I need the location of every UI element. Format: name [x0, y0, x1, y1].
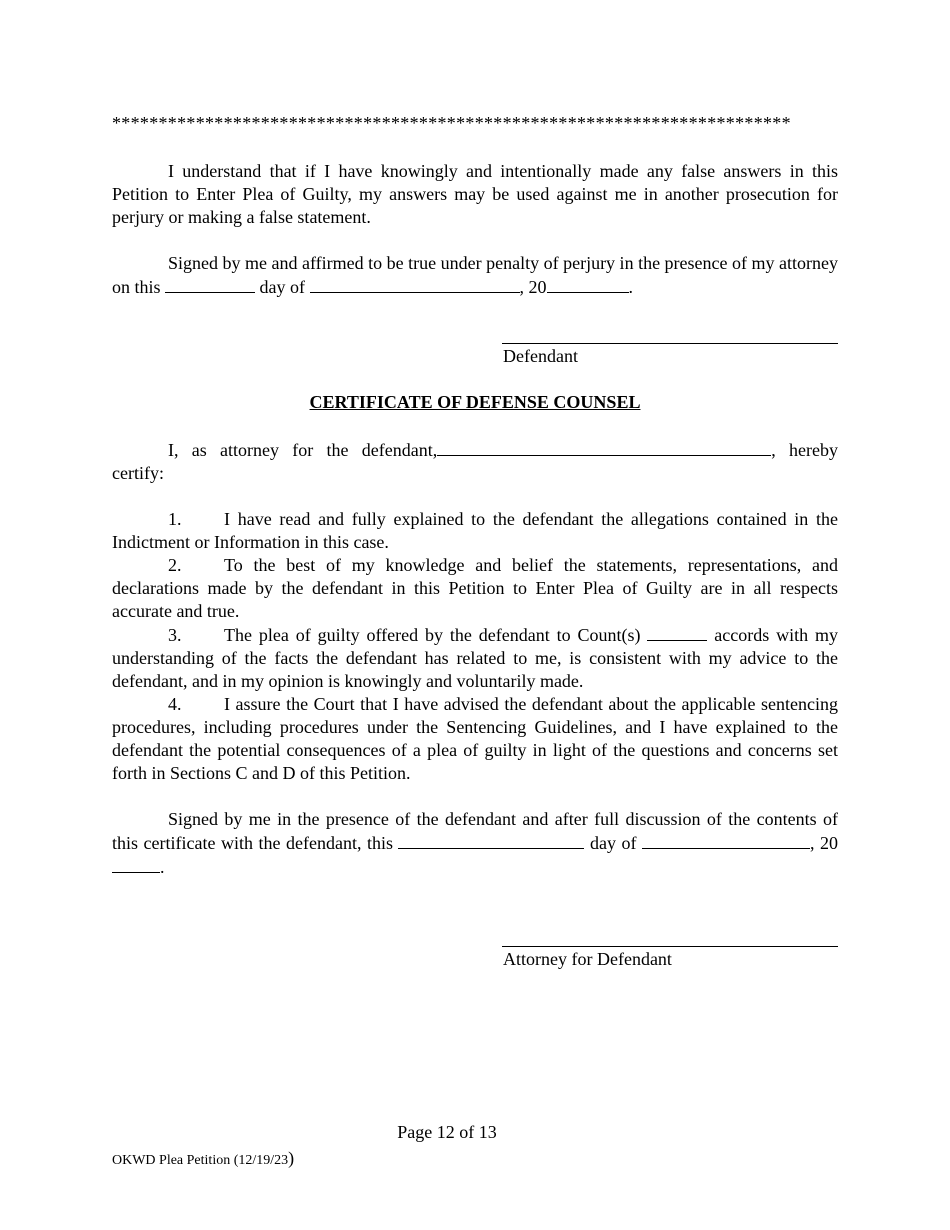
item-text: accords with my understanding of the facts the defendant has related to me, is consistent with my advice to the defendant, and in my opinion is knowingly and voluntarily made. — [112, 625, 839, 691]
signed-text-1: Signed by me and affirmed to be true under penalty of perjury in the presence of my attorney on this — [112, 253, 838, 297]
item-number: 4. — [168, 694, 182, 714]
counsel-text-3: , 20 — [810, 833, 839, 853]
page-number: Page 12 of 13 — [397, 1122, 497, 1142]
counsel-day-blank[interactable] — [398, 831, 584, 849]
certificate-heading — [0, 392, 950, 413]
counsel-text-1: Signed by me in the presence of the defendant and after full discussion of the contents of this certificate with the defendant, this — [112, 809, 838, 853]
attorney-label: Attorney for Defendant — [503, 949, 672, 969]
defendant-signed-paragraph — [112, 252, 838, 299]
perjury-paragraph: I understand that if I have knowingly and intentionally made any false answers in this Petition to Enter Plea of Guilty, my answers may be used against me in another prosecution for perjury or making a false statement. — [112, 161, 838, 227]
certification-items — [112, 508, 838, 785]
form-id-paren: ) — [288, 1148, 295, 1168]
counsel-month-blank[interactable] — [642, 831, 810, 849]
certify-text-2: , hereby certify: — [112, 440, 838, 483]
counsel-year-blank[interactable] — [112, 855, 160, 873]
counsel-text-2: day of — [590, 833, 637, 853]
list-item — [112, 554, 838, 623]
certify-paragraph — [112, 438, 838, 485]
form-id — [112, 1148, 294, 1169]
counsel-text-4: . — [160, 857, 165, 877]
form-id-text: OKWD Plea Petition (12/19/23 — [112, 1153, 289, 1168]
list-item — [112, 623, 838, 693]
year-blank[interactable] — [547, 275, 629, 293]
item-text: I assure the Court that I have advised the defendant about the applicable sentencing procedures, including procedures under the Sentencing Guidelines, and I have explained to the defendant the potential consequences of a plea of guilty in light of the questions and concerns set forth in Sections C and D of this Petition. — [112, 694, 838, 783]
defendant-label: Defendant — [503, 346, 578, 366]
attorney-signature-line[interactable] — [502, 946, 838, 947]
item-text: The plea of guilty offered by the defendant to Count(s) — [224, 625, 641, 645]
signed-text-4: . — [628, 277, 633, 297]
month-blank[interactable] — [310, 275, 520, 293]
separator-line: ************************************************************************* — [112, 113, 791, 133]
list-item — [112, 508, 838, 554]
item-number: 2. — [168, 555, 182, 575]
list-item — [112, 693, 838, 785]
defendant-signature-line[interactable] — [502, 343, 838, 344]
signed-text-3: , 20 — [519, 277, 547, 297]
item-number: 3. — [168, 625, 182, 645]
counsel-signed-paragraph — [112, 808, 838, 879]
item-number: 1. — [168, 509, 182, 529]
item-text: To the best of my knowledge and belief the statements, representations, and declarations made by the defendant in this Petition to Enter Plea of Guilty are in all respects accurate and true. — [112, 555, 838, 621]
signed-text-2: day of — [259, 277, 305, 297]
certify-text-1: I, as attorney for the defendant, — [168, 440, 438, 460]
certificate-heading-text: CERTIFICATE OF DEFENSE COUNSEL — [309, 392, 641, 412]
counts-blank[interactable] — [647, 623, 707, 641]
day-blank[interactable] — [165, 275, 255, 293]
attorney-name-blank[interactable] — [437, 438, 771, 456]
item-text: I have read and fully explained to the defendant the allegations contained in the Indictment or Information in this case. — [112, 509, 838, 552]
